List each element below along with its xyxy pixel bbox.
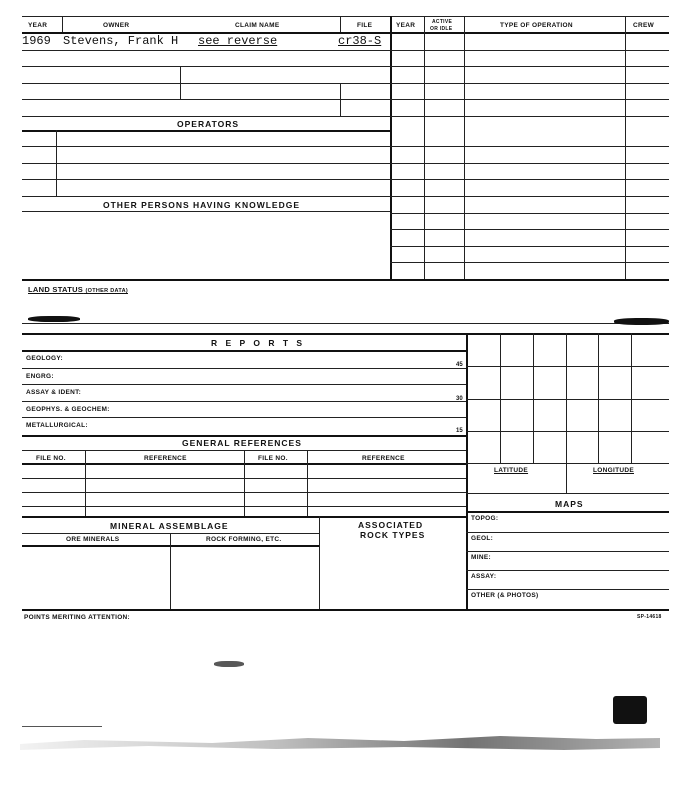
scan-smudge <box>214 661 244 667</box>
map-assay: ASSAY: <box>471 573 497 580</box>
scan-noise-band <box>20 732 660 752</box>
scan-dark-patch <box>613 696 647 724</box>
entry-file: cr38-S <box>338 34 382 48</box>
form-number: SP-14618 <box>637 614 662 620</box>
ref-reference-2: REFERENCE <box>362 455 405 462</box>
map-geol: GEOL: <box>471 535 494 542</box>
reports-heading: R E P O R T S <box>211 338 306 348</box>
entry-owner: Stevens, Frank H <box>63 34 179 48</box>
land-status-sublabel: (OTHER DATA) <box>85 288 128 294</box>
header-or-idle: OR IDLE <box>430 26 453 32</box>
entry-year: 1969 <box>22 34 51 48</box>
mineral-assemblage-heading: MINERAL ASSEMBLAGE <box>110 521 229 531</box>
header-file: FILE <box>357 22 373 29</box>
map-mine: MINE: <box>471 554 491 561</box>
report-metallurgical: METALLURGICAL: <box>26 422 88 429</box>
header-year-2: YEAR <box>396 22 416 29</box>
map-topog: TOPOG: <box>471 515 499 522</box>
points-meriting-attention-label: POINTS MERITING ATTENTION: <box>24 614 131 621</box>
map-other: OTHER (& PHOTOS) <box>471 592 539 599</box>
general-references-heading: GENERAL REFERENCES <box>182 438 302 448</box>
ore-minerals-label: ORE MINERALS <box>66 536 120 543</box>
maps-heading: MAPS <box>555 499 584 509</box>
ref-file-no-1: FILE NO. <box>36 455 66 462</box>
header-owner: OWNER <box>103 22 130 29</box>
associated-rock-types-1: ASSOCIATED <box>358 520 424 530</box>
entry-claim-name: see reverse <box>198 34 278 48</box>
longitude-label: LONGITUDE <box>593 467 634 474</box>
land-status-label: LAND STATUS <box>28 285 84 294</box>
associated-rock-types-2: ROCK TYPES <box>360 530 426 540</box>
other-persons-heading: OTHER PERSONS HAVING KNOWLEDGE <box>103 200 301 210</box>
operators-heading: OPERATORS <box>177 119 240 129</box>
report-num-30: 30 <box>456 396 463 402</box>
report-geophys: GEOPHYS. & GEOCHEM: <box>26 406 110 413</box>
report-assay: ASSAY & IDENT: <box>26 389 82 396</box>
header-type-of-operation: TYPE OF OPERATION <box>500 22 573 29</box>
land-status-heading <box>28 285 128 294</box>
ref-file-no-2: FILE NO. <box>258 455 288 462</box>
header-year: YEAR <box>28 22 48 29</box>
header-claim-name: CLAIM NAME <box>235 22 280 29</box>
header-crew: CREW <box>633 22 655 29</box>
latitude-label: LATITUDE <box>494 467 529 474</box>
header-active: ACTIVE <box>432 19 453 25</box>
report-num-15: 15 <box>456 428 463 434</box>
ref-reference-1: REFERENCE <box>144 455 187 462</box>
report-num-45: 45 <box>456 362 463 368</box>
report-geology: GEOLOGY: <box>26 355 63 362</box>
rock-forming-label: ROCK FORMING, ETC. <box>206 536 282 543</box>
report-engrg: ENGRG: <box>26 373 54 380</box>
